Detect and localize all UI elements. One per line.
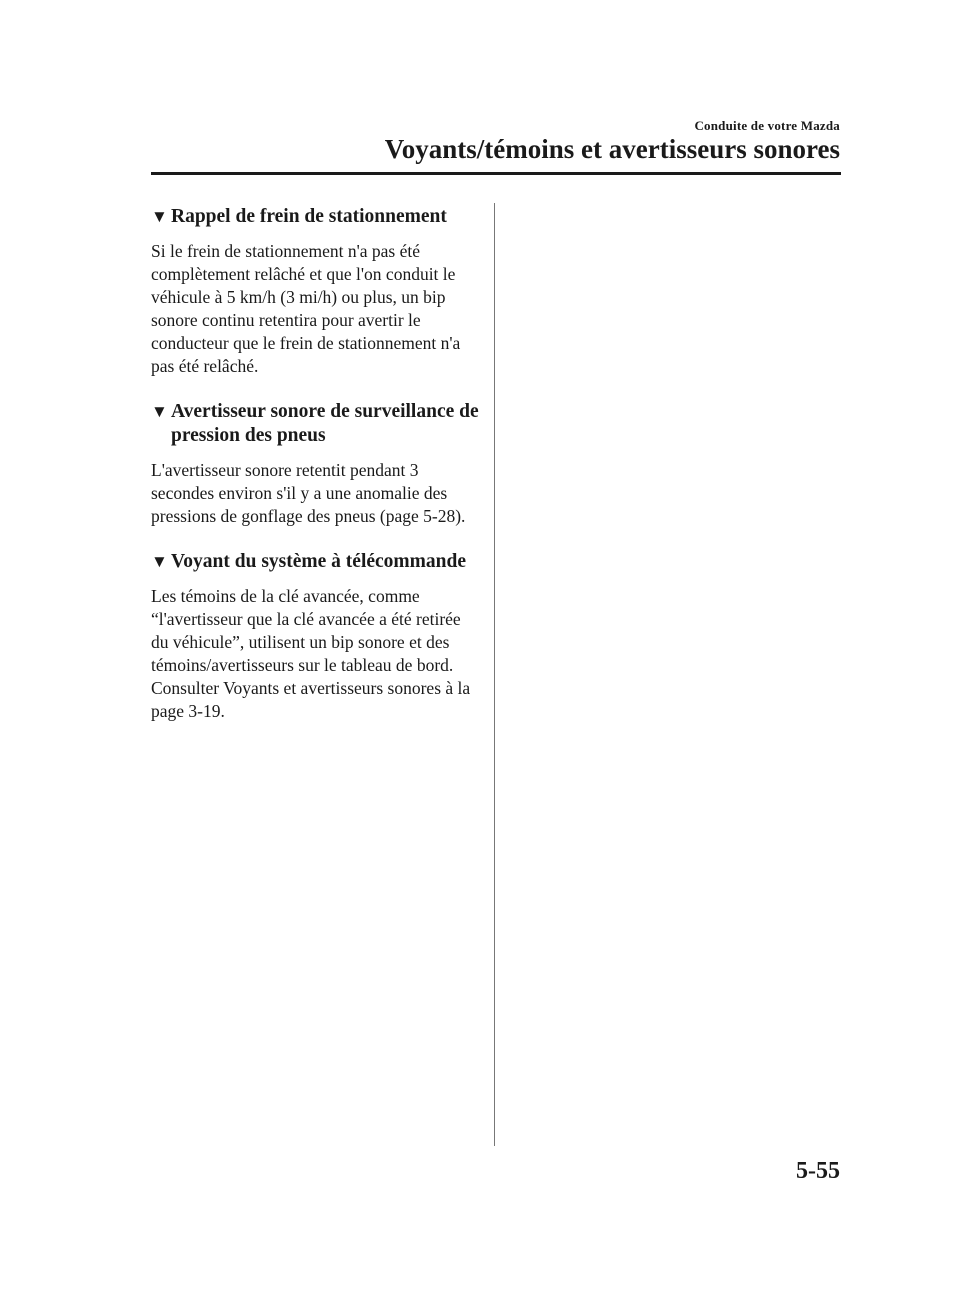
section-heading bbox=[151, 400, 481, 448]
section-tire-pressure bbox=[151, 400, 481, 528]
triangle-down-icon: ▼ bbox=[151, 552, 168, 571]
heading-text: Rappel de frein de stationnement bbox=[171, 206, 447, 227]
paragraph-reference: Consulter Voyants et avertisseurs sonores à la page 3-19. bbox=[151, 678, 471, 721]
section-body bbox=[151, 240, 481, 378]
left-column bbox=[151, 205, 481, 745]
section-body bbox=[151, 459, 481, 528]
page-number: 5-55 bbox=[796, 1158, 840, 1184]
heading-text: Voyant du système à télécommande bbox=[171, 551, 467, 572]
section-heading bbox=[151, 550, 481, 574]
triangle-down-icon: ▼ bbox=[151, 402, 168, 421]
section-parking-brake bbox=[151, 205, 481, 378]
header-rule bbox=[151, 172, 841, 175]
section-remote-system bbox=[151, 550, 481, 723]
section-body bbox=[151, 585, 481, 723]
header-chapter: Conduite de votre Mazda bbox=[694, 118, 840, 133]
paragraph: Si le frein de stationnement n'a pas été complètement relâché et que l'on conduit le véhicule à 5 km/h (3 mi/h) ou plus, un bip sonore continu retentira pour avertir le conducteur que le frein de stationnement n'a pas été relâché. bbox=[151, 241, 461, 376]
column-divider bbox=[494, 203, 495, 1146]
header-section-title: Voyants/témoins et avertisseurs sonores bbox=[384, 134, 840, 164]
heading-text: Avertisseur sonore de surveillance de pression des pneus bbox=[171, 401, 479, 446]
paragraph: Les témoins de la clé avancée, comme “l'avertisseur que la clé avancée a été retirée du véhicule”, utilisent un bip sonore et des témoins/avertisseurs sur le tableau de bord. bbox=[151, 586, 461, 675]
section-heading bbox=[151, 205, 481, 229]
paragraph: L'avertisseur sonore retentit pendant 3 secondes environ s'il y a une anomalie des pressions de gonflage des pneus (page 5-28). bbox=[151, 460, 466, 526]
triangle-down-icon: ▼ bbox=[151, 207, 168, 226]
